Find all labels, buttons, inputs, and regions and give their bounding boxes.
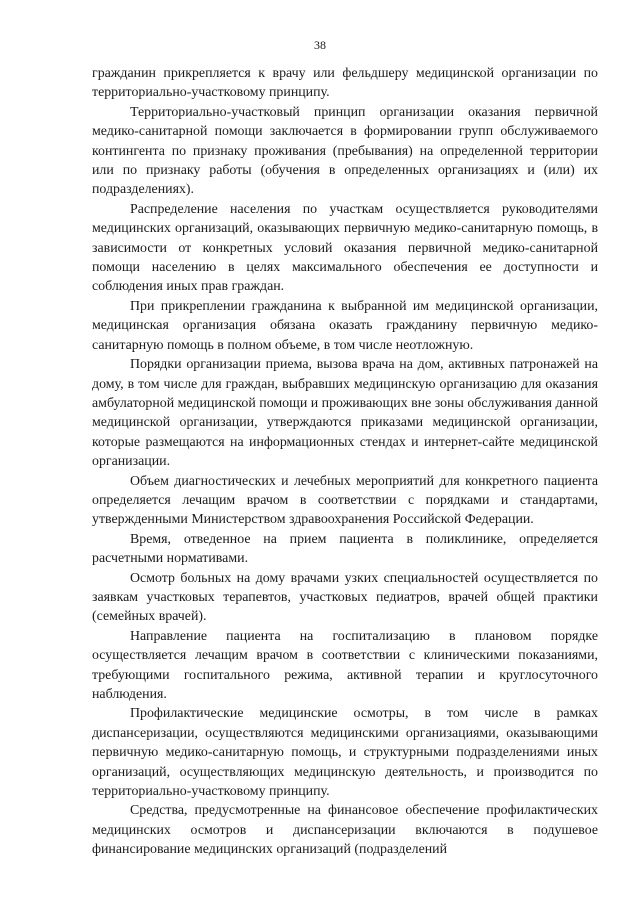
paragraph-preventive-exams: Профилактические медицинские осмотры, в том числе в рамках диспансеризации, осуществляются медицинскими организациями, оказывающими первичную медико-санитарную помощь, и структурными подразделениями иных организаций, осуществляющих медицинскую деятельность, и производится по территориально-участковому принципу. bbox=[92, 706, 598, 800]
paragraph-diagnostic-scope: Объем диагностических и лечебных мероприятий для конкретного пациента определяется лечащим врачом в соответствии с порядками и стандартами, утвержденными Министерством здравоохранения Российской Федерации. bbox=[92, 473, 598, 528]
paragraph-continuation: гражданин прикрепляется к врачу или фельдшеру медицинской организации по территориально-участковому принципу. bbox=[92, 66, 598, 101]
paragraph-hospitalization: Направление пациента на госпитализацию в плановом порядке осуществляется лечащим врачом в соответствии с клиническими показаниями, требующими госпитального режима, активной терапии и круглосуточного наблюдения. bbox=[92, 628, 598, 702]
paragraph-appointment-time: Время, отведенное на прием пациента в поликлинике, определяется расчетными нормативами. bbox=[92, 531, 598, 567]
page-number: 38 bbox=[314, 38, 326, 52]
paragraph-home-visits: Осмотр больных на дому врачами узких специальностей осуществляется по заявкам участковых терапевтов, участковых педиатров, врачей общей практики (семейных врачей). bbox=[92, 570, 598, 625]
paragraph-territorial-principle: Территориально-участковый принцип организации оказания первичной медико-санитарной помощи заключается в формировании групп обслуживаемого контингента по признаку проживания (пребывания) на определенной территории или по признаку работы (обучения в определенных организациях и (или) их подразделениях). bbox=[92, 104, 598, 198]
paragraph-funding: Средства, предусмотренные на финансовое обеспечение профилактических медицинских осмотров и диспансеризации включаются в подушевое финансирование медицинских организаций (подразделений bbox=[92, 803, 598, 858]
document-body bbox=[92, 64, 598, 860]
paragraph-reception-procedures: Порядки организации приема, вызова врача на дом, активных патронажей на дому, в том числе для граждан, выбравших медицинскую организацию для оказания амбулаторной медицинской помощи и проживающих вне зоны обслуживания данной медицинской организации, утверждаются приказами медицинской организации, которые размещаются на информационных стендах и интернет-сайте медицинской организации. bbox=[92, 357, 598, 470]
paragraph-attachment: При прикреплении гражданина к выбранной им медицинской организации, медицинская организация обязана оказать гражданину первичную медико-санитарную помощь в полном объеме, в том числе неотложную. bbox=[92, 298, 598, 353]
paragraph-population-distribution: Распределение населения по участкам осуществляется руководителями медицинских организаций, оказывающих первичную медико-санитарную помощь, в зависимости от конкретных условий оказания первичной медико-санитарной помощи населению в целях максимального обеспечения ее доступности и соблюдения иных прав граждан. bbox=[92, 201, 598, 295]
